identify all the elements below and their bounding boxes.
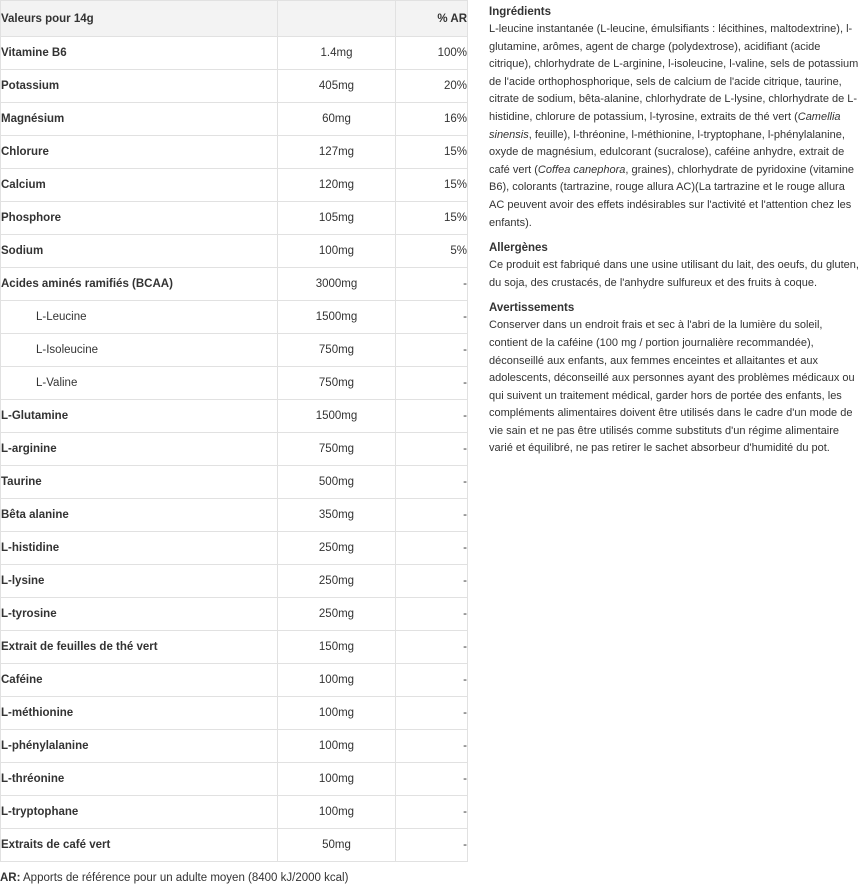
table-row	[1, 499, 468, 532]
table-row	[1, 796, 468, 829]
nutrient-ar: 15%	[396, 169, 468, 202]
nutrient-amount: 500mg	[278, 466, 396, 499]
nutrient-name: Vitamine B6	[1, 37, 278, 70]
nutrient-amount: 100mg	[278, 235, 396, 268]
nutrient-ar: -	[396, 598, 468, 631]
nutrient-ar: -	[396, 796, 468, 829]
nutrient-ar: -	[396, 631, 468, 664]
nutrient-name: L-tyrosine	[1, 598, 278, 631]
nutrient-ar: 5%	[396, 235, 468, 268]
nutrient-ar: -	[396, 763, 468, 796]
table-row	[1, 334, 468, 367]
nutrient-name: Bêta alanine	[1, 499, 278, 532]
nutrient-amount: 150mg	[278, 631, 396, 664]
table-row	[1, 565, 468, 598]
nutrient-ar: -	[396, 268, 468, 301]
nutrient-ar: 20%	[396, 70, 468, 103]
nutrient-name: Taurine	[1, 466, 278, 499]
table-row	[1, 268, 468, 301]
nutrient-ar: -	[396, 334, 468, 367]
ingredients-italic-2: Coffea canephora	[537, 163, 626, 176]
ingredients-title: Ingrédients	[489, 6, 551, 18]
nutrient-ar: -	[396, 532, 468, 565]
nutrient-amount: 100mg	[278, 697, 396, 730]
ingredients-text	[489, 21, 859, 232]
nutrient-name: Phosphore	[1, 202, 278, 235]
nutrient-amount: 100mg	[278, 730, 396, 763]
nutrient-name: Calcium	[1, 169, 278, 202]
table-header-row	[1, 1, 468, 37]
nutrient-ar: -	[396, 829, 468, 862]
table-row	[1, 697, 468, 730]
nutrient-ar: -	[396, 565, 468, 598]
nutrient-amount: 750mg	[278, 367, 396, 400]
nutrient-ar: -	[396, 400, 468, 433]
nutrient-name: L-arginine	[1, 433, 278, 466]
nutrient-amount: 3000mg	[278, 268, 396, 301]
table-row	[1, 598, 468, 631]
nutrient-amount: 250mg	[278, 565, 396, 598]
nutrient-ar: -	[396, 433, 468, 466]
ingredients-part-2: , feuille), l-thréonine, l-méthionine, l-tryptophane, l-phénylalanine, oxyde de magnésium, edulcorant (sucralose), caféine anhydre, extrait de café vert (	[489, 128, 845, 176]
nutrient-ar: 100%	[396, 37, 468, 70]
nutrient-name: Chlorure	[1, 136, 278, 169]
nutrient-name: L-tryptophane	[1, 796, 278, 829]
allergens-text: Ce produit est fabriqué dans une usine utilisant du lait, des oeufs, du gluten, du soja, des crustacés, de l'anhydre sulfureux et des fruits à coque.	[489, 259, 859, 289]
table-row	[1, 202, 468, 235]
nutrient-ar: -	[396, 367, 468, 400]
nutrient-name: L-Glutamine	[1, 400, 278, 433]
nutrient-amount: 350mg	[278, 499, 396, 532]
nutrient-name: L-lysine	[1, 565, 278, 598]
nutrient-name: Extrait de feuilles de thé vert	[1, 631, 278, 664]
footnote	[0, 872, 348, 884]
table-row	[1, 367, 468, 400]
table-row	[1, 136, 468, 169]
info-panel	[489, 4, 859, 466]
nutrient-amount: 1.4mg	[278, 37, 396, 70]
table-row	[1, 433, 468, 466]
header-values-per-serving: Valeurs pour 14g	[1, 1, 278, 37]
table-row	[1, 532, 468, 565]
table-row	[1, 466, 468, 499]
nutrient-ar: -	[396, 697, 468, 730]
nutrient-amount: 100mg	[278, 796, 396, 829]
nutrient-amount: 1500mg	[278, 400, 396, 433]
ingredients-part-3: , graines), chlorhydrate de pyridoxine (vitamine B6), colorants (tartrazine, rouge allura AC)(La tartrazine et le rouge allura AC peuvent avoir des effets indésirables sur l'activité et l'attention chez les enfants).	[489, 163, 855, 229]
table-row	[1, 37, 468, 70]
nutrient-amount: 750mg	[278, 433, 396, 466]
nutrient-name: Caféine	[1, 664, 278, 697]
nutrient-amount: 250mg	[278, 598, 396, 631]
table-row	[1, 400, 468, 433]
table-row	[1, 301, 468, 334]
nutrient-name: L-Leucine	[1, 301, 278, 334]
nutrient-amount: 50mg	[278, 829, 396, 862]
table-row	[1, 664, 468, 697]
nutrient-name: L-phénylalanine	[1, 730, 278, 763]
nutrient-amount: 405mg	[278, 70, 396, 103]
nutrient-ar: -	[396, 730, 468, 763]
nutrient-ar: -	[396, 664, 468, 697]
nutrient-ar: -	[396, 466, 468, 499]
nutrient-amount: 60mg	[278, 103, 396, 136]
allergens-title: Allergènes	[489, 242, 548, 255]
nutrient-name: Potassium	[1, 70, 278, 103]
nutrient-name: Sodium	[1, 235, 278, 268]
table-row	[1, 235, 468, 268]
header-amount	[278, 1, 396, 37]
nutrient-ar: 16%	[396, 103, 468, 136]
nutrient-amount: 105mg	[278, 202, 396, 235]
header-ar: % AR	[396, 1, 468, 37]
table-row	[1, 829, 468, 862]
nutrient-name: Acides aminés ramifiés (BCAA)	[1, 268, 278, 301]
table-row	[1, 631, 468, 664]
footnote-label: AR:	[0, 872, 21, 884]
nutrient-ar: 15%	[396, 202, 468, 235]
nutrient-name: L-histidine	[1, 532, 278, 565]
table-row	[1, 763, 468, 796]
table-row	[1, 169, 468, 202]
ingredients-italic-1: Camellia sinensis	[489, 110, 841, 141]
nutrient-amount: 127mg	[278, 136, 396, 169]
nutrient-amount: 100mg	[278, 763, 396, 796]
nutrient-ar: 15%	[396, 136, 468, 169]
nutrient-name: Extraits de café vert	[1, 829, 278, 862]
nutrient-name: L-méthionine	[1, 697, 278, 730]
nutrient-ar: -	[396, 301, 468, 334]
nutrient-name: Magnésium	[1, 103, 278, 136]
table-row	[1, 70, 468, 103]
ingredients-part-1: L-leucine instantanée (L-leucine, émulsifiants : lécithines, maltodextrine), l-glutamine, arômes, agent de charge (polydextrose), acidifiant (acide citrique), chlorhydrate de L-arginine, l-isoleucine, l-valine, sels de potassium de l'acide orthophosphorique, sels de calcium de l'acide citrique, taurine, citrate de sodium, bêta-alanine, chlorhydrate de L-lysine, chlorhydrate de L-histidine, chlorure de potassium, l-tyrosine, extraits de thé vert (	[489, 23, 859, 123]
nutrition-table-body	[1, 37, 468, 862]
warnings-title: Avertissements	[489, 302, 575, 315]
table-row	[1, 103, 468, 136]
nutrient-amount: 100mg	[278, 664, 396, 697]
nutrient-name: L-Isoleucine	[1, 334, 278, 367]
nutrient-amount: 1500mg	[278, 301, 396, 334]
nutrient-name: L-thréonine	[1, 763, 278, 796]
nutrient-ar: -	[396, 499, 468, 532]
nutrient-name: L-Valine	[1, 367, 278, 400]
nutrient-amount: 250mg	[278, 532, 396, 565]
footnote-text: Apports de référence pour un adulte moyen (8400 kJ/2000 kcal)	[20, 872, 349, 884]
nutrient-amount: 750mg	[278, 334, 396, 367]
warnings-text: Conserver dans un endroit frais et sec à l'abri de la lumière du soleil, contient de la caféine (100 mg / portion journalière recommandée), déconseillé aux enfants, aux femmes enceintes et allaitantes et aux adolescents, déconseillé aux personnes ayant des problèmes médicaux ou qui suivent un traitement médical, garder hors de portée des enfants, les compléments alimentaires doivent être utilisés dans le cadre d'un mode de vie sain et ne pas être utilisés comme substituts d'un régime alimentaire varié et équilibré, ne pas retirer le sachet absorbeur d'humidité du pot.	[489, 319, 855, 455]
table-row	[1, 730, 468, 763]
nutrient-amount: 120mg	[278, 169, 396, 202]
